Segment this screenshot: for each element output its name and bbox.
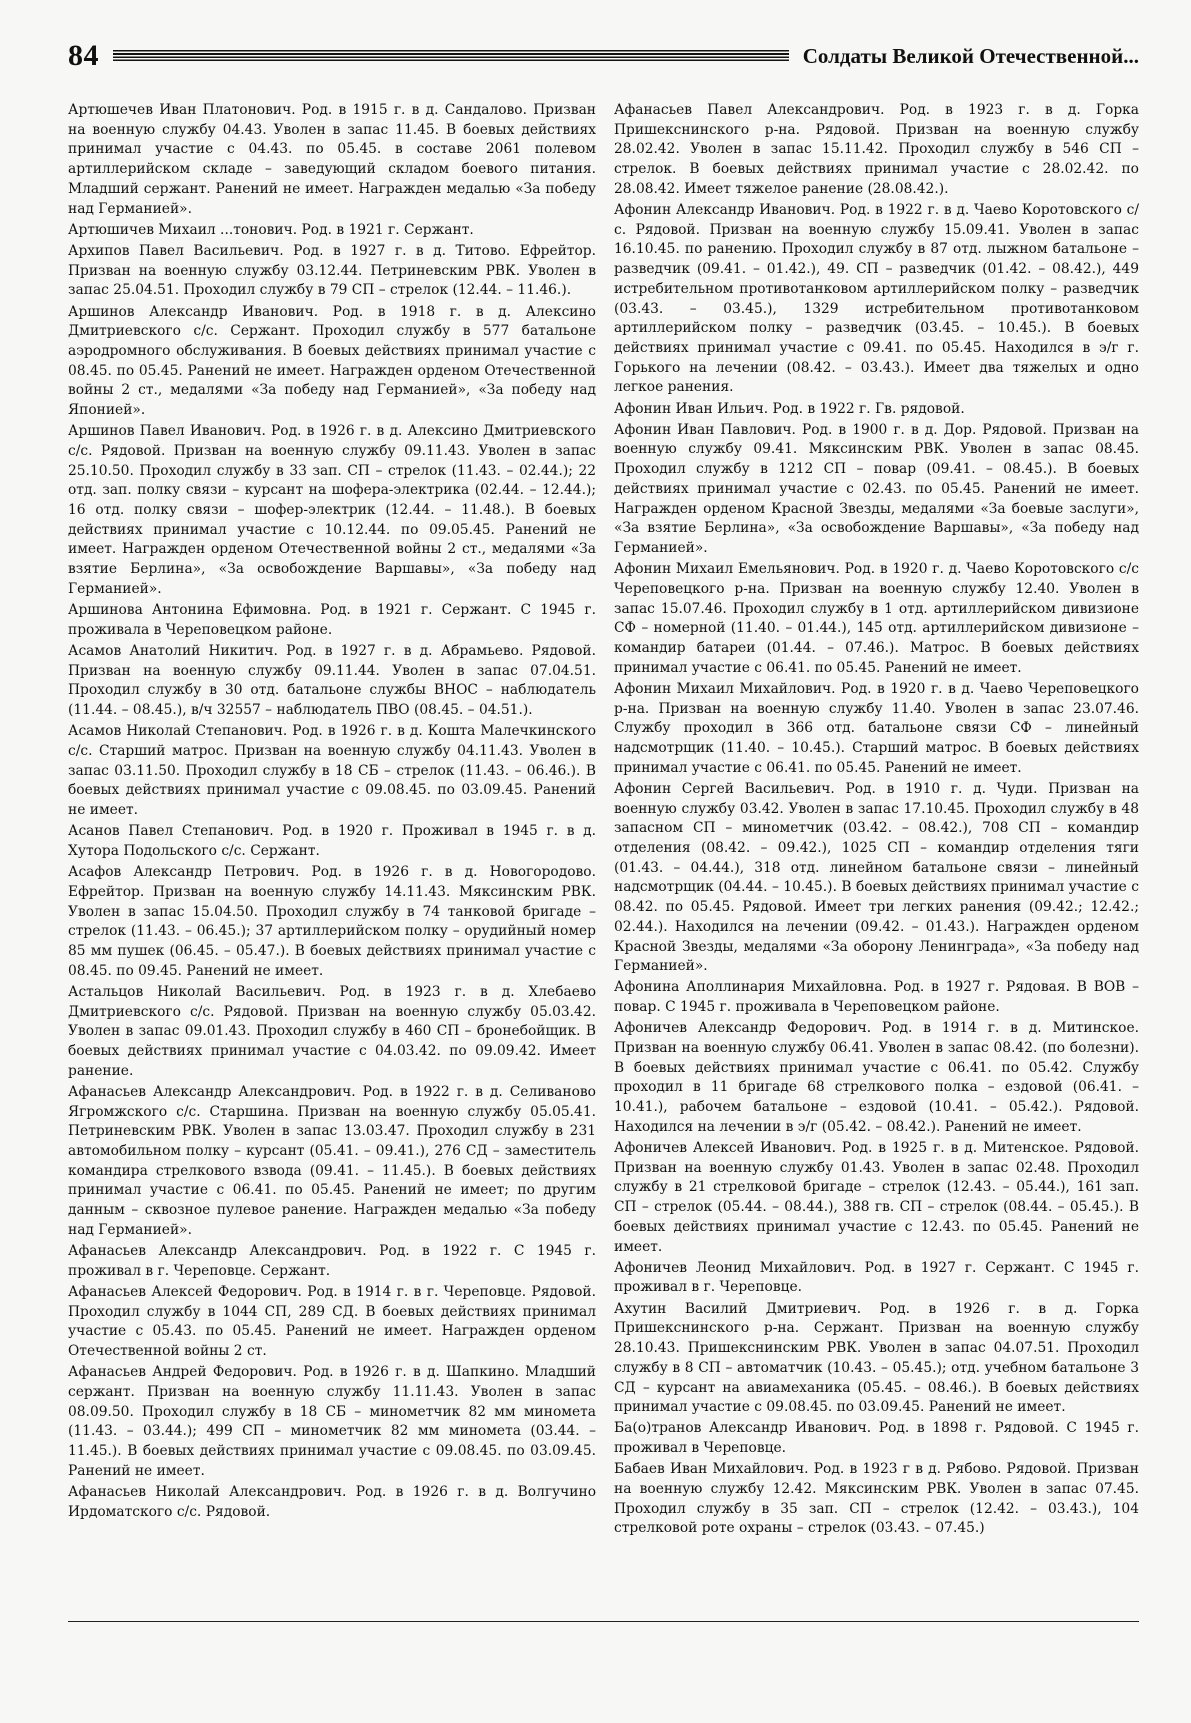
biography-entry: Артюшичев Михаил ...тонович. Род. в 1921 г. Сержант. (68, 221, 474, 238)
biography-entry: Асамов Николай Степанович. Род. в 1926 г. в д. Кошта Малечкинского с/с. Старший матрос. Призван на военную службу 04.11.43. Уволен в запас 03.11.50. Проходил службу в 18 СБ – стрелок (11.43. – 06.46.). В боевых действиях принимал участие с 09.08.45. по 03.09.45. Ранений не имеет. (68, 723, 596, 819)
biography-entry: Асамов Анатолий Никитич. Род. в 1927 г. в д. Абрамьево. Рядовой. Призван на военную службу 09.11.44. Уволен в запас 07.04.51. Проходил службу в 30 отд. батальоне службы ВНОС – наблюдатель (11.44. – 08.45.), в/ч 32557 – наблюдатель ПВО (08.45. – 04.51.). (68, 642, 596, 719)
biography-entry: Архипов Павел Васильевич. Род. в 1927 г. в д. Титово. Ефрейтор. Призван на военную службу 03.12.44. Петриневским РВК. Уволен в запас 25.04.51. Проходил службу в 79 СП – стрелок (12.44. – 11.46.). (68, 242, 596, 299)
biography-entry: Асанов Павел Степанович. Род. в 1920 г. Проживал в 1945 г. в д. Хутора Подольского с/с. Сержант. (68, 823, 596, 860)
header-rule (113, 50, 789, 63)
biography-entry: Ахутин Василий Дмитриевич. Род. в 1926 г. в д. Горка Пришекснинского р-на. Сержант. Призван на военную службу 28.10.43. Пришекснинским РВК. Уволен в запас 04.07.51. Проходил службу в 8 СП – автоматчик (10.43. – 05.45.); отд. учебном батальоне 3 СД – курсант на авиамеханика (05.45. – 08.46.). В боевых действиях принимал участие с 09.08.45. по 03.09.45. Ранений не имеет. (614, 1300, 1139, 1416)
biography-entry: Афанасьев Николай Александрович. Род. в 1926 г. в д. Волгучино Ирдоматского с/с. Рядовой. (68, 1484, 596, 1520)
biography-entry: Афанасьев Александр Александрович. Род. в 1922 г. в д. Селиваново Ягромжского с/с. Старшина. Призван на военную службу 05.05.41. Петриневским РВК. Уволен в запас 13.03.47. Проходил службу в 231 автомобильном полку – курсант (05.41. – 09.41.), 276 СД – заместитель командира стрелкового взвода (09.41. – 11.45.). В боевых действиях принимал участие с 06.41. по 05.45. Ранений не имеет; по другим данным – сквозное пулевое ранение. Награжден медалью «За победу над Германией». (68, 1083, 596, 1238)
running-title: Солдаты Великой Отечественной... (802, 43, 1139, 68)
biography-entry: Ба(о)транов Александр Иванович. Род. в 1898 г. Рядовой. С 1945 г. проживал в Череповце. (614, 1420, 1139, 1457)
biography-entry: Афоничев Алексей Иванович. Род. в 1925 г. в д. Митенское. Рядовой. Призван на военную службу 01.43. Уволен в запас 02.48. Проходил службу в 21 стрелковой бригаде – стрелок (12.43. – 05.44.), 161 зап. СП – стрелок (05.44. – 08.44.), 388 гв. СП – стрелок (08.44. – 05.45.). В боевых действиях принимал участие с 12.43. по 05.45. Ранений не имеет. (614, 1140, 1139, 1255)
biography-entry: Афонин Александр Иванович. Род. в 1922 г. в д. Чаево Коротовского с/с. Рядовой. Призван на военную службу 15.09.41. Уволен в запас 16.10.45. по ранению. Проходил службу в 87 отд. лыжном батальоне – разведчик (09.41. – 01.42.), 49. СП – разведчик (01.42. – 08.42.), 449 истребительном противотанковом артиллерийском полку – разведчик (03.43. – 03.45.), 1329 истребительном противотанковом артиллерийском полку – разведчик (03.45. – 10.45.). В боевых действиях принимал участие с 09.41. по 05.45. Находился в э/г г. Горького на лечении (08.42. – 03.43.). Имеет два тяжелых и одно легкое ранения. (614, 202, 1139, 396)
biography-entry: Бабаев Иван Михайлович. Род. в 1923 г в д. Рябово. Рядовой. Призван на военную службу 12.42. Мяксинским РВК. Уволен в запас 07.45. Проходил службу в 35 зап. СП – стрелок (12.42. – 03.43.), 104 стрелковой роте охраны – стрелок (03.43. – 07.45.) (614, 1461, 1139, 1537)
biography-entry: Афонина Аполлинария Михайловна. Род. в 1927 г. Рядовая. В ВОВ – повар. С 1945 г. проживала в Череповецком районе. (614, 979, 1139, 1016)
biography-entry: Афанасьев Андрей Федорович. Род. в 1926 г. в д. Шапкино. Младший сержант. Призван на военную службу 11.11.43. Уволен в запас 08.09.50. Проходил службу в 18 СБ – минометчик 82 мм минометa (11.43. – 03.44.); 499 СП – минометчик 82 мм миномета (03.44. – 11.45.). В боевых действиях принимал участие с 09.08.45. по 03.09.45. Ранений не имеет. (68, 1364, 596, 1479)
biography-entry: Афонин Михаил Емельянович. Род. в 1920 г. д. Чаево Коротовского с/с Череповецкого р-на. Призван на военную службу 12.40. Уволен в запас 15.07.46. Проходил службу в 1 отд. артиллерийском дивизионе СФ – номерной (11.40. – 01.44.), 145 отд. артиллерийском дивизионе – командир батареи (01.44. – 07.46.). Матрос. В боевых действиях принимал участие с 06.41. по 05.45. Ранений не имеет. (614, 561, 1139, 676)
biography-entry: Афанасьев Александр Александрович. Род. в 1922 г. С 1945 г. проживал в г. Череповце. Сержант. (68, 1243, 596, 1279)
biography-entry: Афанасьев Павел Александрович. Род. в 1923 г. в д. Горка Пришекснинского р-на. Рядовой. Призван на военную службу 28.02.42. Уволен в запас 15.11.42. Проходил службу в 546 СП – стрелок. В боевых действиях принимал участие с 28.02.42. по 28.08.42. Имеет тяжелое ранение (28.08.42.). (614, 102, 1139, 197)
biography-entry: Афонин Иван Ильич. Род. в 1922 г. Гв. рядовой. (614, 400, 965, 417)
biography-entry: Афанасьев Алексей Федорович. Род. в 1914 г. в г. Череповце. Рядовой. Проходил службу в 1044 СП, 289 СД. В боевых действиях принимал участие с 05.43. по 05.45. Ранений не имеет. Награжден орденом Отечественной войны 2 ст. (68, 1283, 596, 1360)
biography-entry: Афонин Иван Павлович. Род. в 1900 г. в д. Дор. Рядовой. Призван на военную службу 09.41. Мяксинским РВК. Уволен в запас 08.45. Проходил службу в 1212 СП – повар (09.41. – 08.45.). В боевых действиях принимал участие с 02.43. по 05.45. Ранений не имеет. Награжден орденом Красной Звезды, медалями «За боевые заслуги», «За взятие Берлина», «За освобождение Варшавы», «За победу над Германией». (614, 421, 1139, 556)
bottom-rule (68, 1621, 1139, 1622)
right-column (614, 101, 1139, 1541)
biography-entry: Артюшечев Иван Платонович. Род. в 1915 г. в д. Сандалово. Призван на военную службу 04.43. Уволен в запас 11.45. В боевых действиях принимал участие с 04.43. по 05.45. в составе 2061 полевом артиллерийском складе – заведующий складом боевого питания. Младший сержант. Ранений не имеет. Награжден медалью «За победу над Германией». (68, 102, 596, 217)
biography-entry: Афонин Михаил Михайлович. Род. в 1920 г. в д. Чаево Череповецкого р-на. Призван на военную службу 11.40. Уволен в запас 23.07.46. Службу проходил в 366 отд. батальоне связи СФ – линейный надсмотрщик (11.40. – 10.45.). Старший матрос. В боевых действиях принимал участие с 06.41. по 05.45. Ранений не имеет. (614, 680, 1139, 776)
biography-entry: Афоничев Александр Федорович. Род. в 1914 г. в д. Митинское. Призван на военную службу 06.41. Уволен в запас 08.42. (по болезни). В боевых действиях принимал участие с 06.41. по 05.42. Службу проходил в 11 бригаде 68 стрелкового полка – ездовой (06.41. – 10.41.), рабочем батальоне – ездовой (10.41. – 05.42.). Рядовой. Находился на лечении в э/г (05.42. – 08.42.). Ранений не имеет. (614, 1020, 1139, 1135)
biography-entry: Аршинова Антонина Ефимовна. Род. в 1921 г. Сержант. С 1945 г. проживала в Череповецком районе. (68, 602, 596, 638)
biography-entry: Аршинов Павел Иванович. Род. в 1926 г. в д. Алексино Дмитриевского с/с. Рядовой. Призван на военную службу 09.11.43. Уволен в запас 25.10.50. Проходил службу в 33 зап. СП – стрелок (11.43. – 02.44.); 22 отд. зап. полку связи – курсант на шофера-электрика (02.44. – 12.44.); 16 отд. полку связи – шофер-электрик (12.44. – 11.48.). В боевых действиях принимал участие с 10.12.44. по 09.05.45. Ранений не имеет. Награжден орденом Отечественной войны 2 ст., медалями «За взятие Берлина», «За освобождение Варшавы», «За победу над Германией». (68, 423, 596, 597)
page-header (68, 36, 1139, 76)
left-column (68, 101, 596, 1524)
biography-entry: Афонин Сергей Васильевич. Род. в 1910 г. д. Чуди. Призван на военную службу 03.42. Уволен в запас 17.10.45. Проходил службу в 48 запасном СП – минометчик (03.42. – 08.42.), 708 СП – командир отделения (08.42. – 09.42.), 1025 СП – командир отделения тяги (01.43. – 04.44.), 318 отд. линейном батальоне связи – линейный надсмотрщик (04.44. – 10.45.). В боевых действиях принимал участие с 08.42. по 05.45. Рядовой. Имеет три легких ранения (09.42.; 12.42.; 02.44.). Находился на лечении (09.42. – 01.43.). Награжден орденом Красной Звезды, медалями «За оборону Ленинграда», «За победу над Германией». (614, 780, 1139, 975)
biography-entry: Афоничев Леонид Михайлович. Род. в 1927 г. Сержант. С 1945 г. проживал в г. Череповце. (614, 1259, 1139, 1296)
biography-entry: Аршинов Александр Иванович. Род. в 1918 г. в д. Алексино Дмитриевского с/с. Сержант. Проходил службу в 577 батальоне аэродромного обслуживания. В боевых действиях принимал участие с 08.45. по 05.45. Ранений не имеет. Награжден орденом Отечественной войны 2 ст., медалями «За победу над Германией», «За победу над Японией». (68, 303, 596, 419)
biography-entry: Асафов Александр Петрович. Род. в 1926 г. в д. Новогородово. Ефрейтор. Призван на военную службу 14.11.43. Мяксинским РВК. Уволен в запас 15.04.50. Проходил службу в 74 танковой бригаде – стрелок (11.43. – 06.45.); 37 артиллерийском полку – орудийный номер 85 мм пушек (06.45. – 05.47.). В боевых действиях принимал участие с 08.45. по 09.45. Ранений не имеет. (68, 864, 596, 979)
biography-entry: Астальцов Николай Васильевич. Род. в 1923 г. в д. Хлебаево Дмитриевского с/с. Рядовой. Призван на военную службу 05.03.42. Уволен в запас 09.01.43. Проходил службу в 460 СП – бронебойщик. В боевых действиях принимал участие с 04.03.42. по 09.09.42. Имеет ранение. (68, 983, 596, 1079)
page-number: 84 (68, 39, 99, 72)
